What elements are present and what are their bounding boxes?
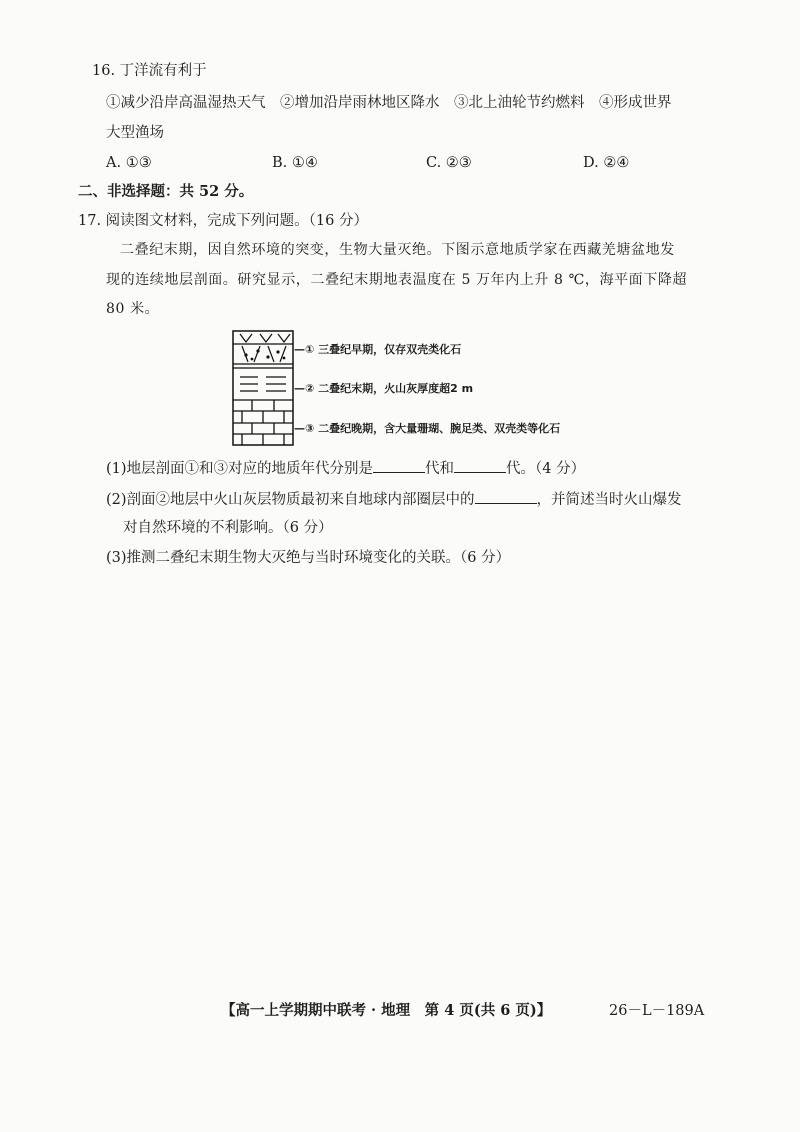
answer-blank-1[interactable] <box>373 458 425 473</box>
answer-blank-3[interactable] <box>475 489 537 504</box>
page-footer-label: 【高一上学期期中联考 · 地理 第 4 页(共 6 页)】 <box>221 1002 552 1019</box>
section-title: 二、非选择题：共 52 分。 <box>78 183 254 200</box>
q17-sub1-text-a: (1)地层剖面①和③对应的地质年代分别是 <box>106 461 374 477</box>
q17-passage-line-3: 80 米。 <box>106 301 160 317</box>
q16-option-d: D. ②④ <box>583 155 630 171</box>
q17-sub2-text-b: ，并简述当时火山爆发 <box>536 492 682 508</box>
strata-column-outline <box>233 331 293 445</box>
q16-option-c: C. ②③ <box>426 155 472 171</box>
q16-statements-cont: 大型渔场 <box>106 125 164 141</box>
answer-blank-2[interactable] <box>454 458 506 473</box>
q17-sub3: (3)推测二叠纪末期生物大灭绝与当时环境变化的关联。（6 分） <box>106 550 511 566</box>
strata-section-figure <box>232 330 294 446</box>
strata-label-1: —① 三叠纪早期，仅存双壳类化石 <box>294 343 462 356</box>
q17-passage-line-2: 现的连续地层剖面。研究显示，二叠纪末期地表温度在 5 万年内上升 8 ℃，海平面下降超 <box>106 272 688 288</box>
q17-passage-line-1: 二叠纪末期，因自然环境的突变，生物大量灭绝。下图示意地质学家在西藏羌塘盆地发 <box>120 242 675 258</box>
q16-stem: 16. 丁洋流有利于 <box>92 63 207 79</box>
q17-sub1 <box>106 458 585 479</box>
q17-sub1-text-b: 代和 <box>425 461 455 477</box>
strata-label-3: —③ 二叠纪晚期，含大量珊瑚、腕足类、双壳类等化石 <box>294 422 561 435</box>
layer-1-pattern <box>233 334 293 364</box>
strata-label-2: —② 二叠纪末期，火山灰厚度超2 m <box>294 382 474 395</box>
q16-option-a: A. ①③ <box>106 155 152 171</box>
q17-sub1-text-c: 代。（4 分） <box>506 461 586 477</box>
layer-1-dots <box>244 349 285 360</box>
paper-code: 26－L－189A <box>609 1003 705 1019</box>
q17-stem: 17. 阅读图文材料，完成下列问题。（16 分） <box>78 213 368 229</box>
q17-sub2-cont: 对自然环境的不利影响。（6 分） <box>123 520 333 536</box>
q17-sub2-text-a: (2)剖面②地层中火山灰层物质最初来自地球内部圈层中的 <box>106 492 475 508</box>
layer-2-pattern <box>233 368 293 400</box>
q17-sub2 <box>106 489 682 510</box>
layer-3-pattern <box>233 400 293 445</box>
q16-option-b: B. ①④ <box>272 155 318 171</box>
q16-statements: ①减少沿岸高温湿热天气 ②增加沿岸雨林地区降水 ③北上油轮节约燃料 ④形成世界 <box>106 95 672 111</box>
